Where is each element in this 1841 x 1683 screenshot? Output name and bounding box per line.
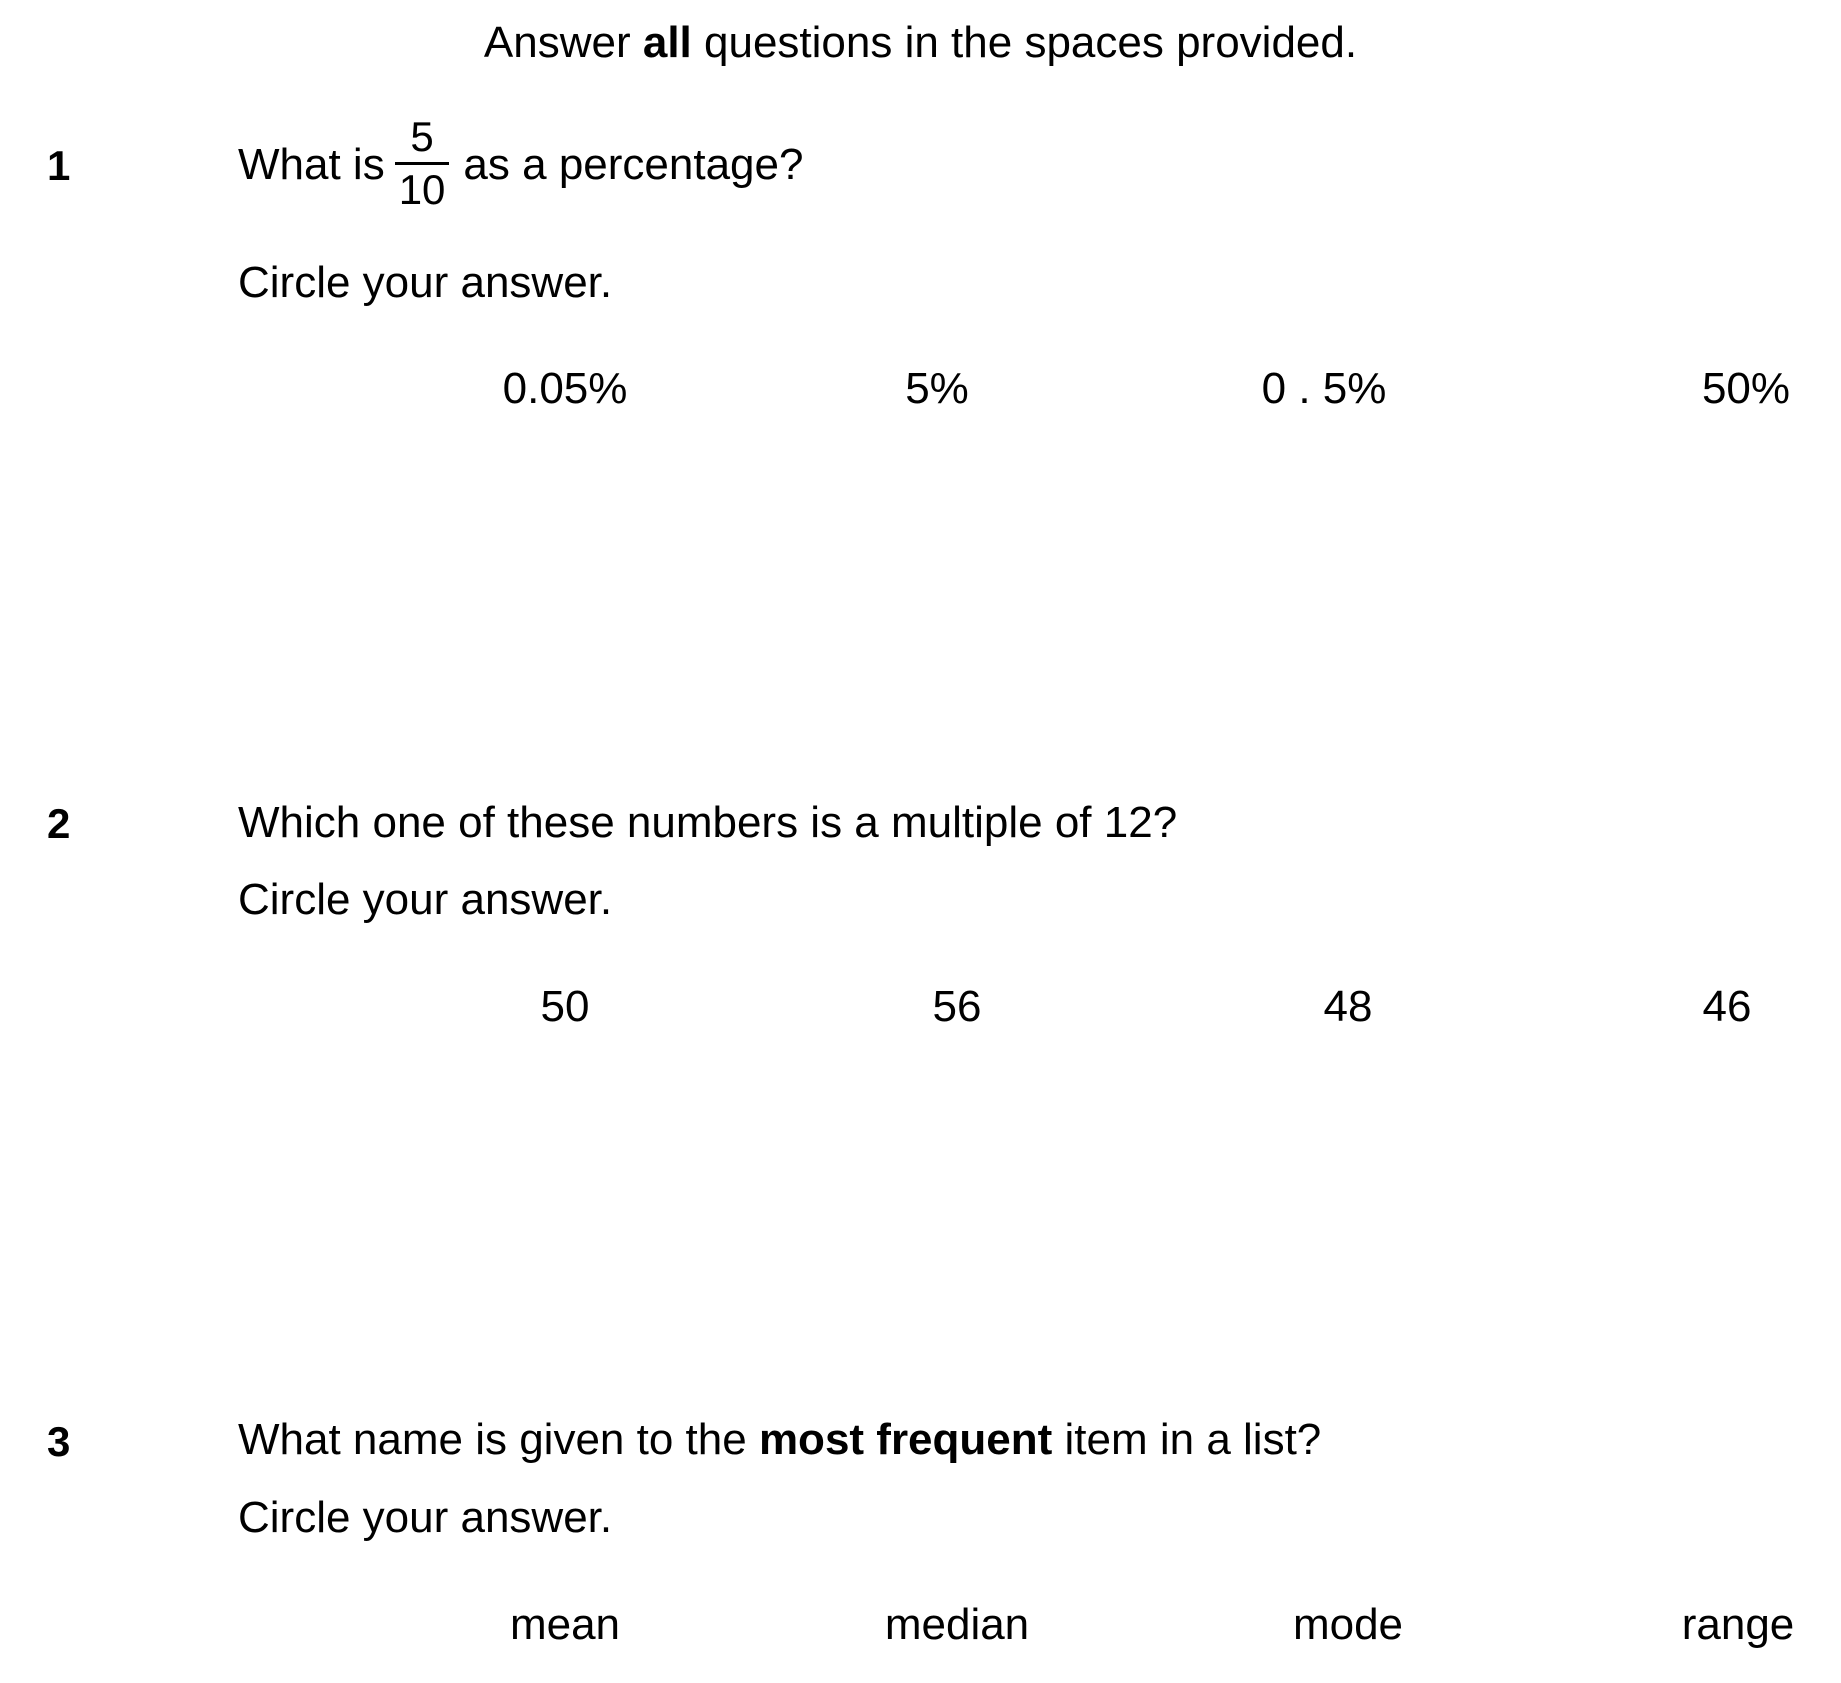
fraction-numerator: 5 — [410, 113, 434, 160]
question-2-option-4[interactable]: 46 — [1702, 982, 1752, 1031]
question-1-text-before: What is — [238, 140, 385, 190]
question-2-prompt: Circle your answer. — [238, 875, 613, 924]
question-3-text — [238, 1415, 1321, 1465]
instructions-suffix: questions in the spaces provided. — [691, 18, 1358, 67]
fraction-bar — [395, 162, 450, 165]
question-2-option-3[interactable]: 48 — [1323, 982, 1373, 1031]
question-2-option-1[interactable]: 50 — [540, 982, 590, 1031]
fraction-denominator: 10 — [398, 166, 446, 213]
question-3-text-after: item in a list? — [1052, 1415, 1322, 1464]
question-3-text-before: What name is given to the — [238, 1415, 759, 1464]
question-3-number: 3 — [47, 1418, 71, 1465]
question-3-prompt: Circle your answer. — [238, 1493, 613, 1542]
question-1-option-4[interactable]: 50% — [1701, 364, 1791, 413]
question-1-text — [238, 113, 804, 217]
question-3-option-3[interactable]: mode — [1292, 1600, 1404, 1649]
instructions-bold: all — [642, 18, 692, 67]
question-1-option-2[interactable]: 5% — [905, 364, 969, 413]
question-3-option-2[interactable]: median — [884, 1600, 1030, 1649]
question-3-option-1[interactable]: mean — [509, 1600, 621, 1649]
question-1-option-3[interactable]: 0 . 5% — [1261, 364, 1387, 413]
question-1-text-after: as a percentage? — [463, 140, 804, 190]
fraction — [395, 114, 450, 213]
instructions — [0, 18, 1841, 68]
question-1-number: 1 — [47, 142, 71, 189]
question-2-number: 2 — [47, 800, 71, 847]
question-1-prompt: Circle your answer. — [238, 258, 613, 307]
question-1-option-1[interactable]: 0.05% — [502, 364, 628, 413]
question-3-option-4[interactable]: range — [1681, 1600, 1795, 1649]
question-3-text-bold: most frequent — [758, 1415, 1053, 1464]
instructions-prefix: Answer — [483, 18, 643, 67]
question-2-text: Which one of these numbers is a multiple of 12? — [238, 798, 1178, 847]
question-2-option-2[interactable]: 56 — [932, 982, 982, 1031]
